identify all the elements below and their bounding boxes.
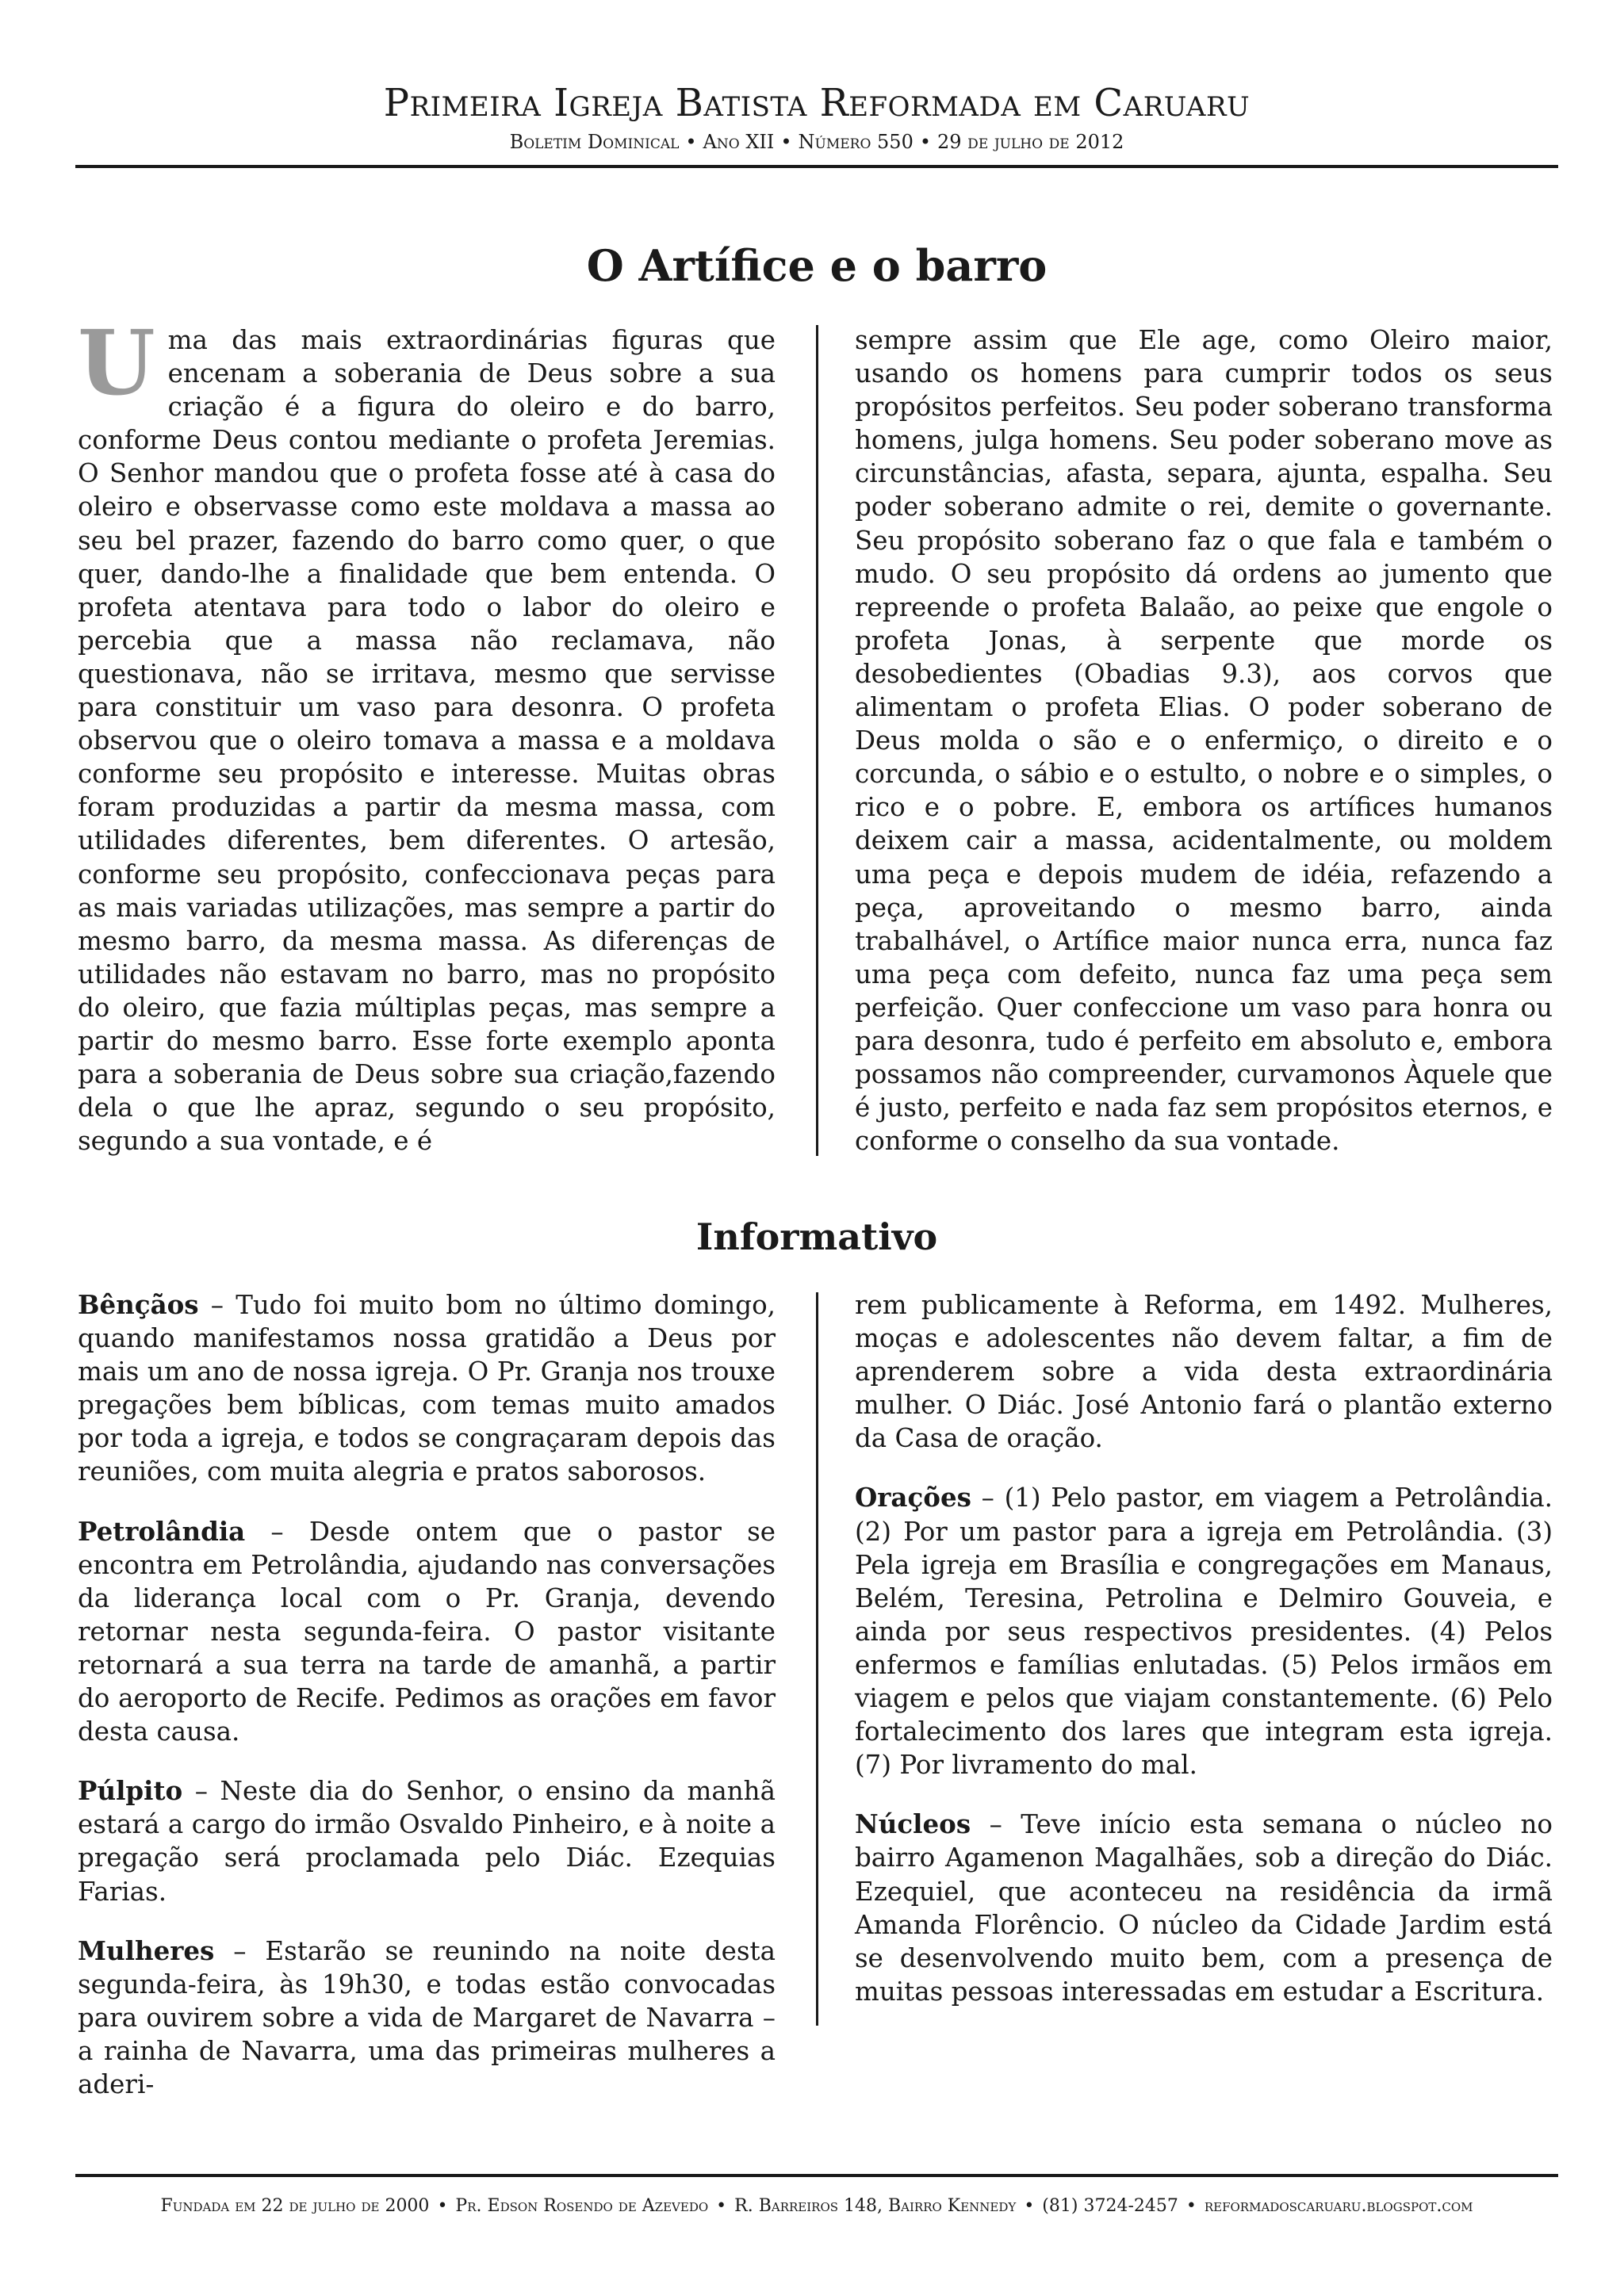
masthead — [75, 79, 1558, 154]
notice-item — [855, 1808, 1553, 2008]
bulletin-info — [75, 130, 1558, 154]
footer-divider — [75, 2174, 1558, 2177]
footer — [75, 2195, 1558, 2218]
notice-item — [78, 1934, 776, 2101]
church-name: Primeira Igreja Batista Reformada em Caruaru — [383, 81, 1251, 125]
notice-item — [78, 1774, 776, 1908]
notice-item — [78, 1288, 776, 1489]
footer-address: R. Barreiros 148, Bairro Kennedy — [734, 2196, 1017, 2216]
bullet-separator: • — [1024, 2196, 1035, 2216]
article-left-text: ma das mais extraordinárias figuras que encenam a soberania de Deus sobre a sua criação é a figura do oleiro e do barro, conforme Deus contou mediante o profeta Jeremias. O Senhor mandou que o profeta fosse até à casa do oleiro e observasse como este moldava a massa ao seu bel prazer, fazendo do barro como quer, o que quer, dando-lhe a finalidade que bem entenda. O profeta atentava para todo o labor do oleiro e percebia que a massa não reclamava, não questionava, não se irritava, mesmo que servisse para constituir um vaso para desonra. O profeta observou que o oleiro tomava a massa e a moldava conforme seu propósito e interesse. Muitas obras foram produzidas a partir da mesma massa, com utilidades diferentes, bem diferentes. O artesão, conforme seu propósito, confeccionava peças para as mais variadas utilizações, mas sempre a partir do mesmo barro, da mesma massa. As diferenças de utilidades não estavam no barro, mas no propósito do oleiro, que fazia múltiplas peças, mas sempre a partir do mesmo barro. Esse forte exemplo aponta para a soberania de Deus sobre sua criação,fazendo dela o que lhe apraz, segundo o seu propósito, segundo a sua vontade, e é — [78, 325, 776, 1157]
article-title: O Artífice e o barro — [586, 240, 1048, 291]
notice-text: – (1) Pelo pastor, em viagem a Petrolândia. (2) Por um pastor para a igreja em Petrolândia. (3) Pela igreja em Brasília e congregações em Manaus, Belém, Teresina, Petrolina e Delmiro Gouveia, e ainda por seus respectivos presidentes. (4) Pelos enfermos e famílias enlutadas. (5) Pelos irmãos em viagem e pelos que viajam constantemente. (6) Pelo fortalecimento dos lares que integram esta igreja. (7) Por livramento do mal. — [855, 1483, 1553, 1781]
column-divider — [816, 1292, 818, 2026]
footer-phone: (81) 3724-2457 — [1042, 2196, 1178, 2216]
bulletin-date: 29 de julho de 2012 — [937, 131, 1124, 153]
footer-founded: Fundada em 22 de julho de 2000 — [160, 2196, 430, 2216]
drop-cap: U — [78, 312, 155, 415]
notice-text: – Tudo foi muito bom no último domingo, quando manifestamos nossa gratidão a Deus por mais um ano de nossa igreja. O Pr. Granja nos trouxe pregações bem bíblicas, com temas muito amados por toda a igreja, e todos se congraçaram depois das reuniões, com muita alegria e pratos saborosos. — [78, 1290, 776, 1487]
notice-label: Orações — [855, 1482, 971, 1513]
article-right-text: sempre assim que Ele age, como Oleiro maior, usando os homens para cumprir todos os seus propósitos perfeitos. Seu poder soberano transforma homens, julga homens. Seu poder soberano move as circunstâncias, afasta, separa, ajunta, espalha. Seu poder soberano admite o rei, demite o governante. Seu propósito soberano faz o que fala e também o mudo. O seu propósito dá ordens ao jumento que repreende o profeta Balaão, ao peixe que engole o profeta Jonas, à serpente que morde os desobedientes (Obadias 9.3), aos corvos que alimentam o profeta Elias. O poder soberano de Deus molda o são e o enfermiço, o direito e o corcunda, o sábio e o estulto, o nobre e o simples, o rico e o pobre. E, embora os artífices humanos deixem cair a massa, acidentalmente, ou moldem uma peça e depois mudem de idéia, refazendo a peça, aproveitando o mesmo barro, ainda trabalhável, o Artífice maior nunca erra, nunca faz uma peça com defeito, nunca faz uma peça sem perfeição. Quer confeccione um vaso para honra ou para desonra, tudo é perfeito em absoluto e, embora possamos não compreender, curvamonos Àquele que é justo, perfeito e nada faz sem propósitos eternos, e conforme o conselho da sua vontade. — [855, 325, 1553, 1157]
notice-text: – Neste dia do Senhor, o ensino da manhã estará a cargo do irmão Osvaldo Pinheiro, e à noite a pregação será proclamada pelo Diác. Ezequias Farias. — [78, 1776, 776, 1907]
informativo-title: Informativo — [695, 1215, 938, 1258]
notice-text: – Estarão se reunindo na noite desta segunda-feira, às 19h30, e todas estão convocadas para ouvirem sobre a vida de Margaret de Navarra – a rainha de Navarra, uma das primeiras mulheres a aderi- — [78, 1935, 776, 2099]
informativo-right-column — [855, 1288, 1553, 2008]
bullet-separator: • — [1185, 2196, 1197, 2216]
notice-continuation: rem publicamente à Reforma, em 1492. Mulheres, moças e adolescentes não devem faltar, a fim de aprenderem sobre a vida desta extraordinária mulher. O Diác. José Antonio fará o plantão externo da Casa de oração. — [855, 1290, 1553, 1454]
header-divider — [75, 165, 1558, 168]
notice-item — [855, 1481, 1553, 1781]
bulletin-label: Boletim Dominical — [509, 131, 680, 153]
notice-item — [78, 1515, 776, 1749]
article-left-column — [78, 312, 776, 1158]
notice-text: – Desde ontem que o pastor se encontra em Petrolândia, ajudando nas conversações da liderança local com o Pr. Granja, devendo retornar nesta segunda-feira. O pastor visitante retornará a sua terra na tarde de amanhã, a partir do aeroporto de Recife. Pedimos as orações em favor desta causa. — [78, 1516, 776, 1747]
bullet-separator: • — [919, 131, 932, 153]
notice-label: Bênçãos — [78, 1289, 199, 1320]
notice-label: Petrolândia — [78, 1515, 246, 1547]
bullet-separator: • — [685, 131, 697, 153]
notice-label: Púlpito — [78, 1775, 183, 1807]
footer-site-link[interactable]: reformadoscaruaru.blogspot.com — [1204, 2196, 1473, 2216]
notice-text: – Teve início esta semana o núcleo no bairro Agamenon Magalhães, sob a direção do Diác. Ezequiel, que aconteceu na residência da irmã Amanda Florêncio. O núcleo da Cidade Jardim está se desenvolvendo muito bem, com a presença de muitas pessoas interessadas em estudar a Escritura. — [855, 1809, 1553, 2007]
bullet-separator: • — [716, 2196, 727, 2216]
notice-label: Núcleos — [855, 1808, 971, 1840]
notice-label: Mulheres — [78, 1934, 215, 1966]
article-right-column — [855, 323, 1553, 1158]
article-paragraph-left — [78, 312, 776, 1158]
bulletin-number: Número 550 — [798, 131, 914, 153]
bullet-separator: • — [437, 2196, 448, 2216]
bulletin-year: Ano XII — [703, 131, 775, 153]
bullet-separator: • — [780, 131, 792, 153]
column-divider — [816, 325, 818, 1156]
informativo-left-column — [78, 1288, 776, 2101]
footer-pastor: Pr. Edson Rosendo de Azevedo — [455, 2196, 709, 2216]
